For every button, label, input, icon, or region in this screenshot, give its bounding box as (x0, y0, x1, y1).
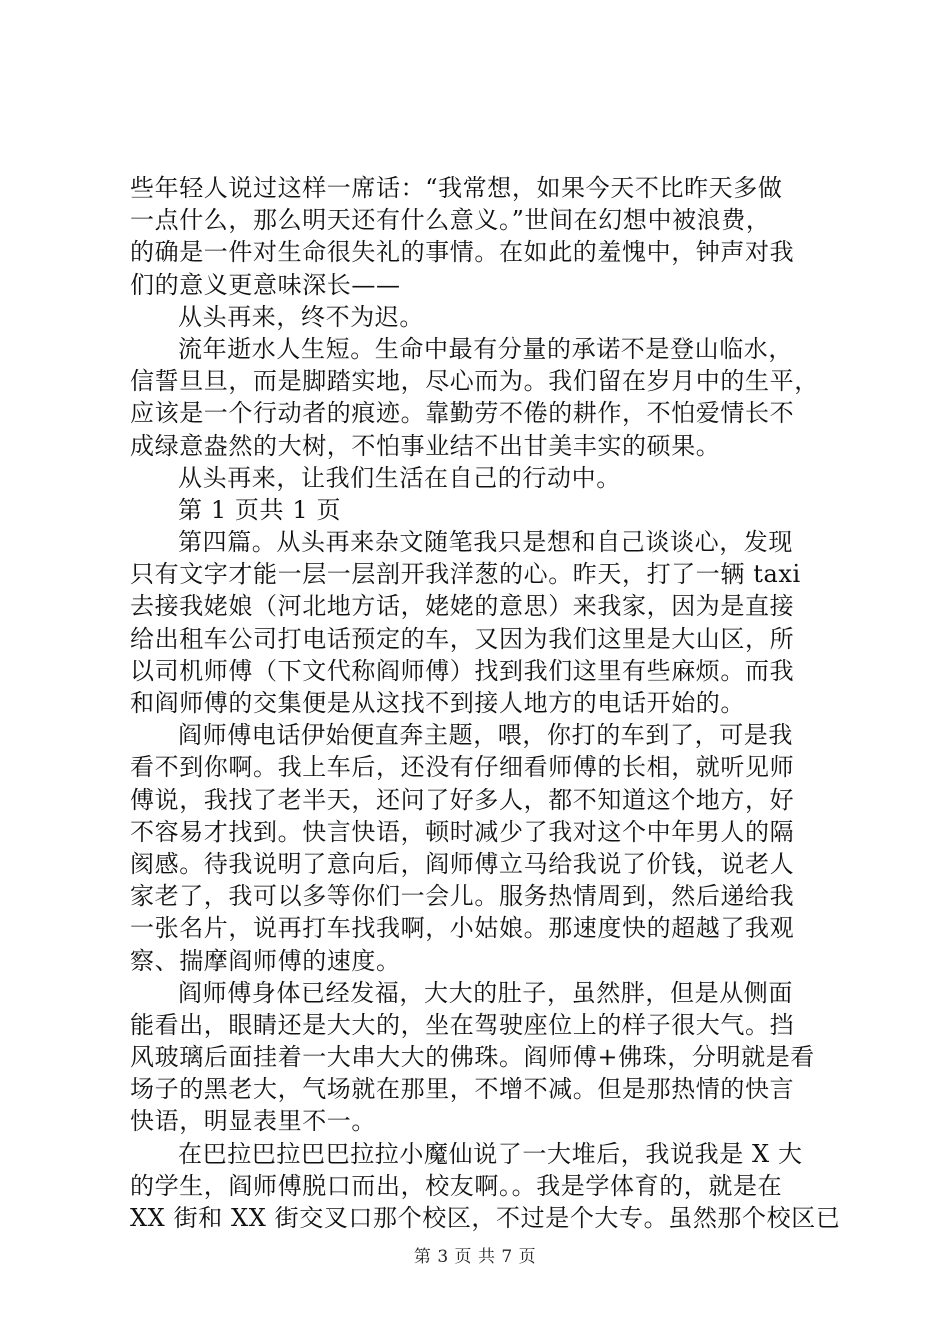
text-line: 风玻璃后面挂着一大串大大的佛珠。阎师傅+佛珠，分明就是看 (130, 1043, 815, 1072)
text-line: 阂感。待我说明了意向后，阎师傅立马给我说了价钱，说老人 (130, 849, 795, 878)
text-line: 从头再来，终不为迟。 (178, 302, 424, 331)
text-line: 察、揣摩阎师傅的速度。 (130, 946, 401, 975)
page-footer (0, 1246, 950, 1268)
text-line: 一点什么，那么明天还有什么意义。”世间在幻想中被浪费， (130, 206, 771, 235)
text-line: 的学生，阎师傅脱口而出，校友啊。。我是学体育的，就是在 (130, 1171, 783, 1200)
text-line: 场子的黑老大，气场就在那里，不增不减。但是那热情的快言 (130, 1075, 795, 1104)
text-line: 傅说，我找了老半天，还问了好多人，都不知道这个地方，好 (130, 785, 795, 814)
text-line: 在巴拉巴拉巴巴拉拉小魔仙说了一大堆后，我说我是 X 大 (178, 1139, 803, 1168)
text-line: 成绿意盎然的大树，不怕事业结不出甘美丰实的硕果。 (130, 431, 721, 460)
text-line: 只有文字才能一层一层剖开我洋葱的心。昨天，打了一辆 taxi (130, 560, 801, 589)
text-line: 第 1 页共 1 页 (178, 495, 342, 524)
text-line: 流年逝水人生短。生命中最有分量的承诺不是登山临水， (178, 334, 793, 363)
text-line: 阎师傅身体已经发福，大大的肚子，虽然胖，但是从侧面 (178, 978, 793, 1007)
text-line: XX 街和 XX 街交叉口那个校区，不过是个大专。虽然那个校区已 (130, 1204, 841, 1232)
text-line: 以司机师傅（下文代称阎师傅）找到我们这里有些麻烦。而我 (130, 656, 795, 685)
text-line: 不容易才找到。快言快语，顿时减少了我对这个中年男人的隔 (130, 817, 795, 846)
text-line: 从头再来，让我们生活在自己的行动中。 (178, 463, 621, 492)
text-line: 第四篇。从头再来杂文随笔我只是想和自己谈谈心，发现 (178, 528, 793, 557)
page-number-label: 第 3 页 共 7 页 (413, 1247, 537, 1267)
document-body (130, 172, 841, 1234)
text-line: 家老了，我可以多等你们一会儿。服务热情周到，然后递给我 (130, 882, 795, 911)
text-line: 的确是一件对生命很失礼的事情。在如此的羞愧中，钟声对我 (130, 238, 795, 267)
text-line: 些年轻人说过这样一席话：“我常想，如果今天不比昨天多做 (130, 174, 783, 202)
text-line: 和阎师傅的交集便是从这找不到接人地方的电话开始的。 (130, 689, 745, 717)
text-line: 们的意义更意味深长—— (130, 270, 401, 299)
text-line: 阎师傅电话伊始便直奔主题，喂，你打的车到了，可是我 (178, 721, 793, 750)
text-line: 应该是一个行动者的痕迹。靠勤劳不倦的耕作，不怕爱情长不 (130, 399, 795, 428)
text-line: 去接我姥娘（河北地方话，姥姥的意思）来我家，因为是直接 (130, 592, 795, 621)
text-line: 看不到你啊。我上车后，还没有仔细看师傅的长相，就听见师 (130, 753, 795, 782)
text-line: 给出租车公司打电话预定的车，又因为我们这里是大山区，所 (130, 624, 795, 653)
text-line: 能看出，眼睛还是大大的，坐在驾驶座位上的样子很大气。挡 (130, 1010, 795, 1039)
text-line: 信誓旦旦，而是脚踏实地，尽心而为。我们留在岁月中的生平， (130, 367, 819, 396)
text-line: 快语，明显表里不一。 (130, 1107, 376, 1136)
text-line: 一张名片，说再打车找我啊，小姑娘。那速度快的超越了我观 (130, 914, 795, 943)
